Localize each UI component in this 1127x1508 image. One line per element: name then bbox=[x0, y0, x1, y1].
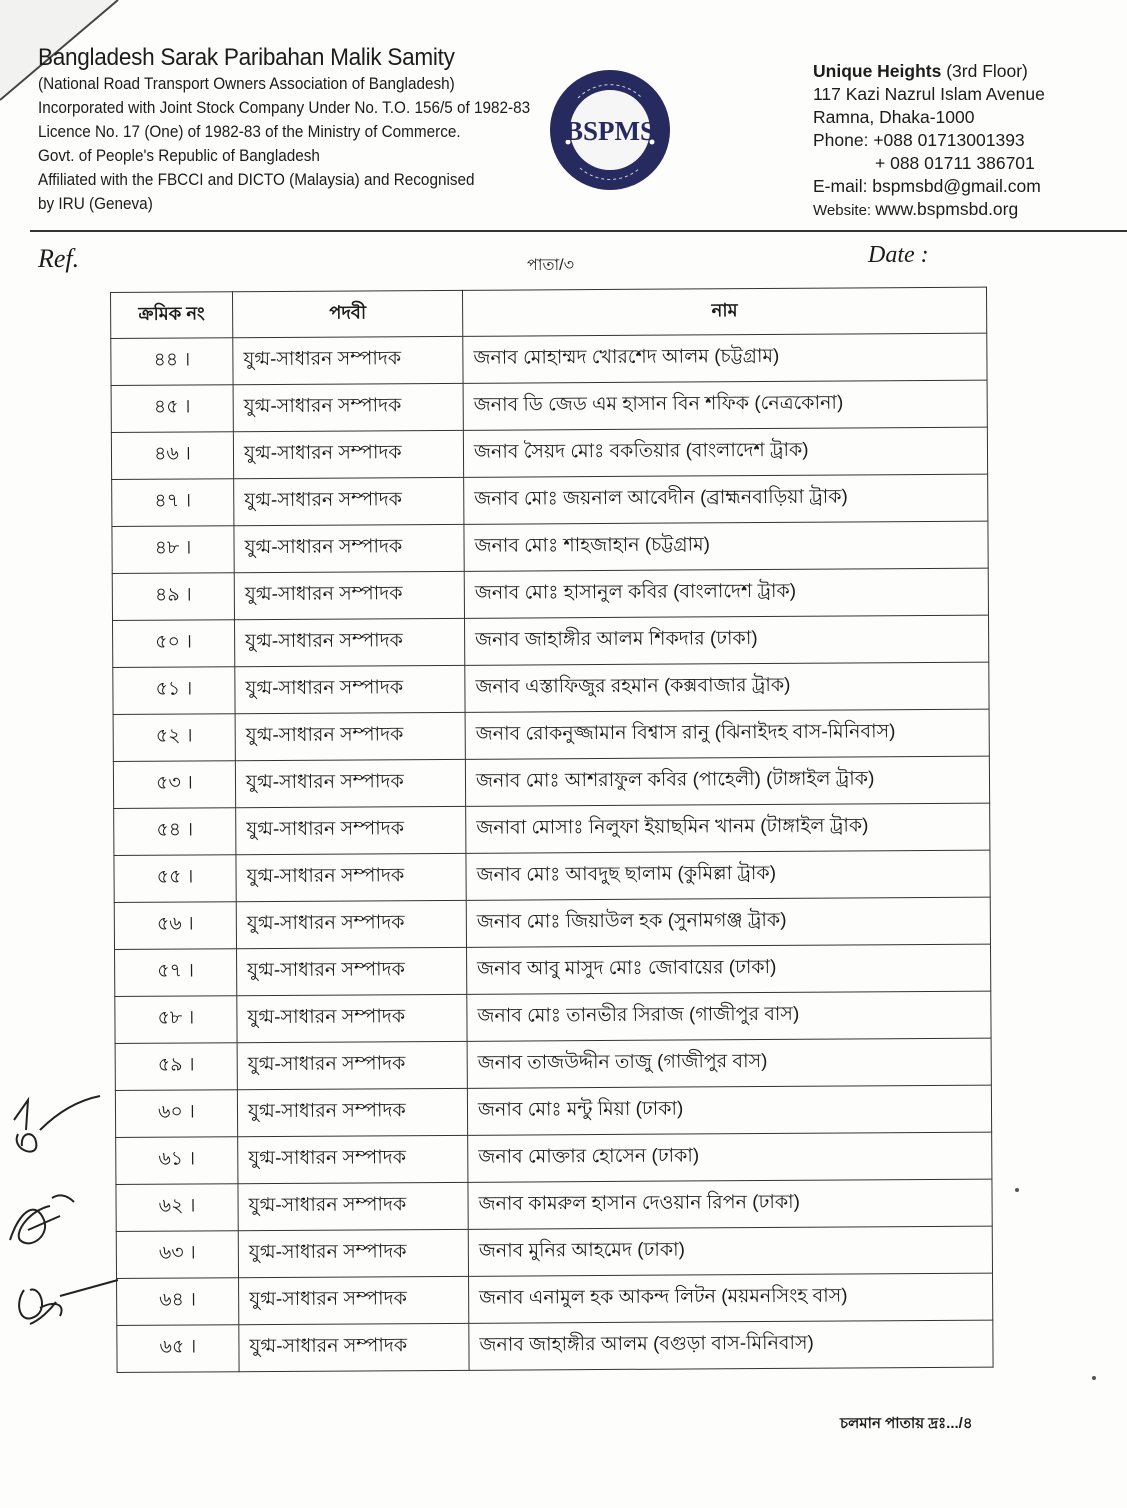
contact-block bbox=[813, 60, 1113, 222]
position-cell: যুগ্ম-সাধারন সম্পাদক bbox=[237, 1088, 467, 1136]
logo-text: BSPMS bbox=[564, 116, 656, 146]
table-row bbox=[116, 1132, 992, 1184]
org-line: Incorporated with Joint Stock Company Under No. T.O. 156/5 of 1982-83 bbox=[38, 98, 531, 117]
position-cell: যুগ্ম-সাধারন সম্পাদক bbox=[237, 947, 467, 995]
website-label: Website: bbox=[813, 202, 876, 219]
serial-cell: ৪৬ । bbox=[111, 432, 233, 480]
serial-cell: ৪৫ । bbox=[111, 385, 233, 433]
serial-cell: ৫০ । bbox=[113, 620, 235, 668]
table-row bbox=[114, 850, 990, 902]
table-row bbox=[113, 615, 989, 667]
name-cell: জনাবা মোসাঃ নিলুফা ইয়াছমিন খানম (টাঙ্গাইল ট্রাক) bbox=[466, 803, 990, 853]
website-url: www.bspmsbd.org bbox=[875, 199, 1019, 219]
bspms-logo-seal bbox=[548, 68, 672, 192]
contact-email: E-mail: bspmsbd@gmail.com bbox=[813, 176, 1041, 196]
table-row bbox=[113, 756, 989, 808]
contact-phone: + 088 01711 386701 bbox=[875, 153, 1035, 173]
name-cell: জনাব মোহাম্মদ খোরশেদ আলম (চট্টগ্রাম) bbox=[463, 333, 987, 383]
speck bbox=[1092, 1376, 1096, 1380]
position-cell: যুগ্ম-সাধারন সম্পাদক bbox=[233, 383, 463, 431]
letterhead-divider bbox=[30, 230, 1127, 232]
serial-cell: ৫৯ । bbox=[115, 1043, 237, 1091]
name-cell: জনাব জাহাঙ্গীর আলম শিকদার (ঢাকা) bbox=[465, 615, 989, 665]
table-row bbox=[112, 568, 988, 620]
serial-cell: ৬২ । bbox=[116, 1184, 238, 1232]
table-row bbox=[117, 1320, 993, 1372]
serial-cell: ৬১ । bbox=[116, 1137, 238, 1185]
table-row bbox=[112, 474, 988, 526]
table-row bbox=[113, 709, 989, 761]
position-cell: যুগ্ম-সাধারন সম্পাদক bbox=[238, 1229, 468, 1277]
serial-cell: ৫২ । bbox=[113, 714, 235, 762]
org-line: by IRU (Geneva) bbox=[38, 194, 153, 213]
serial-cell: ৪৮ । bbox=[112, 526, 234, 574]
name-cell: জনাব মোঃ শাহজাহান (চট্টগ্রাম) bbox=[464, 521, 988, 571]
name-cell: জনাব মোঃ মন্টু মিয়া (ঢাকা) bbox=[467, 1085, 991, 1135]
serial-cell: ৫৩ । bbox=[113, 761, 235, 809]
name-cell: জনাব জাহাঙ্গীর আলম (বগুড়া বাস-মিনিবাস) bbox=[469, 1320, 993, 1370]
serial-cell: ৪৭ । bbox=[112, 479, 234, 527]
name-cell: জনাব মোঃ জিয়াউল হক (সুনামগঞ্জ ট্রাক) bbox=[466, 897, 990, 947]
position-cell: যুগ্ম-সাধারন সম্পাদক bbox=[239, 1323, 469, 1371]
serial-cell: ৫৪ । bbox=[114, 808, 236, 856]
org-line: (National Road Transport Owners Association of Bangladesh) bbox=[38, 74, 455, 93]
table-row bbox=[111, 427, 987, 479]
table-row bbox=[114, 803, 990, 855]
header-serial: ক্রমিক নং bbox=[111, 292, 233, 339]
table-row bbox=[116, 1179, 992, 1231]
table-row bbox=[113, 662, 989, 714]
table-row bbox=[115, 1038, 991, 1090]
page-number: পাতা/৩ bbox=[527, 257, 574, 274]
position-cell: যুগ্ম-সাধারন সম্পাদক bbox=[237, 1041, 467, 1089]
serial-cell: ৬০ । bbox=[115, 1090, 237, 1138]
table-row bbox=[116, 1226, 992, 1278]
name-cell: জনাব মোঃ আবদুছ ছালাম (কুমিল্লা ট্রাক) bbox=[466, 850, 990, 900]
table-row bbox=[111, 333, 987, 385]
serial-cell: ৪৪ । bbox=[111, 338, 233, 386]
position-cell: যুগ্ম-সাধারন সম্পাদক bbox=[233, 336, 463, 384]
serial-cell: ৫১ । bbox=[113, 667, 235, 715]
name-cell: জনাব এস্তাফিজুর রহমান (কক্সবাজার ট্রাক) bbox=[465, 662, 989, 712]
org-line: Govt. of People's Republic of Bangladesh bbox=[38, 146, 320, 165]
name-cell: জনাব সৈয়দ মোঃ বকতিয়ার (বাংলাদেশ ট্রাক) bbox=[463, 427, 987, 477]
serial-cell: ৬৫ । bbox=[117, 1325, 239, 1373]
contact-website bbox=[813, 198, 1113, 222]
org-line: Affiliated with the FBCCI and DICTO (Malaysia) and Recognised bbox=[38, 170, 475, 189]
position-cell: যুগ্ম-সাধারন সম্পাদক bbox=[238, 1182, 468, 1230]
name-cell: জনাব ডি জেড এম হাসান বিন শফিক (নেত্রকোনা) bbox=[463, 380, 987, 430]
name-cell: জনাব তাজউদ্দীন তাজু (গাজীপুর বাস) bbox=[467, 1038, 991, 1088]
position-cell: যুগ্ম-সাধারন সম্পাদক bbox=[235, 759, 465, 807]
position-cell: যুগ্ম-সাধারন সম্পাদক bbox=[235, 665, 465, 713]
position-cell: যুগ্ম-সাধারন সম্পাদক bbox=[234, 477, 464, 525]
table-row bbox=[115, 991, 991, 1043]
table-row bbox=[115, 944, 991, 996]
serial-cell: ৫৫ । bbox=[114, 855, 236, 903]
contact-phone: Phone: +088 01713001393 bbox=[813, 130, 1025, 150]
position-cell: যুগ্ম-সাধারন সম্পাদক bbox=[238, 1135, 468, 1183]
building-name: Unique Heights bbox=[813, 61, 942, 81]
name-cell: জনাব আবু মাসুদ মোঃ জোবায়ের (ঢাকা) bbox=[467, 944, 991, 994]
position-cell: যুগ্ম-সাধারন সম্পাদক bbox=[234, 571, 464, 619]
name-cell: জনাব এনামুল হক আকন্দ লিটন (ময়মনসিংহ বাস) bbox=[469, 1273, 993, 1323]
serial-cell: ৫৮ । bbox=[115, 996, 237, 1044]
date-label: Date : bbox=[868, 242, 929, 268]
name-cell: জনাব মোক্তার হোসেন (ঢাকা) bbox=[468, 1132, 992, 1182]
serial-cell: ৪৯ । bbox=[112, 573, 234, 621]
position-cell: যুগ্ম-সাধারন সম্পাদক bbox=[235, 618, 465, 666]
name-cell: জনাব কামরুল হাসান দেওয়ান রিপন (ঢাকা) bbox=[468, 1179, 992, 1229]
handwritten-signatures bbox=[0, 1090, 120, 1340]
position-cell: যুগ্ম-সাধারন সম্পাদক bbox=[235, 712, 465, 760]
contact-building bbox=[813, 60, 1113, 83]
organization-name: Bangladesh Sarak Paribahan Malik Samity bbox=[38, 44, 455, 71]
position-cell: যুগ্ম-সাধারন সম্পাদক bbox=[236, 900, 466, 948]
serial-cell: ৬৩ । bbox=[116, 1231, 238, 1279]
organization-block bbox=[38, 44, 538, 216]
header-position: পদবী bbox=[233, 290, 463, 337]
table-row bbox=[117, 1273, 993, 1325]
building-floor: (3rd Floor) bbox=[941, 61, 1028, 81]
position-cell: যুগ্ম-সাধারন সম্পাদক bbox=[236, 806, 466, 854]
continued-note: চলমান পাতায় দ্রঃ.../৪ bbox=[840, 1415, 973, 1432]
table-row bbox=[115, 1085, 991, 1137]
position-cell: যুগ্ম-সাধারন সম্পাদক bbox=[236, 853, 466, 901]
name-cell: জনাব মোঃ হাসানুল কবির (বাংলাদেশ ট্রাক) bbox=[464, 568, 988, 618]
serial-cell: ৫৭ । bbox=[115, 949, 237, 997]
serial-cell: ৫৬ । bbox=[114, 902, 236, 950]
table-row bbox=[114, 897, 990, 949]
contact-address-line: 117 Kazi Nazrul Islam Avenue bbox=[813, 84, 1045, 104]
position-cell: যুগ্ম-সাধারন সম্পাদক bbox=[239, 1276, 469, 1324]
table-header-row bbox=[111, 287, 987, 338]
table-row bbox=[112, 521, 988, 573]
ref-label: Ref. bbox=[38, 244, 80, 273]
speck bbox=[1015, 1188, 1019, 1192]
position-cell: যুগ্ম-সাধারন সম্পাদক bbox=[237, 994, 467, 1042]
name-cell: জনাব মোঃ তানভীর সিরাজ (গাজীপুর বাস) bbox=[467, 991, 991, 1041]
table-row bbox=[111, 380, 987, 432]
position-cell: যুগ্ম-সাধারন সম্পাদক bbox=[233, 430, 463, 478]
name-cell: জনাব মুনির আহমেদ (ঢাকা) bbox=[468, 1226, 992, 1276]
name-cell: জনাব রোকনুজ্জামান বিশ্বাস রানু (ঝিনাইদহ বাস-মিনিবাস) bbox=[465, 709, 989, 759]
position-cell: যুগ্ম-সাধারন সম্পাদক bbox=[234, 524, 464, 572]
contact-address-line: Ramna, Dhaka-1000 bbox=[813, 107, 975, 127]
org-line: Licence No. 17 (One) of 1982-83 of the Ministry of Commerce. bbox=[38, 122, 461, 141]
header-name: নাম bbox=[462, 287, 986, 336]
name-cell: জনাব মোঃ জয়নাল আবেদীন (ব্রাহ্মনবাড়িয়া ট্রাক) bbox=[464, 474, 988, 524]
committee-table bbox=[110, 287, 993, 1373]
name-cell: জনাব মোঃ আশরাফুল কবির (পাহেলী) (টাঙ্গাইল ট্রাক) bbox=[465, 756, 989, 806]
serial-cell: ৬৪ । bbox=[117, 1278, 239, 1326]
